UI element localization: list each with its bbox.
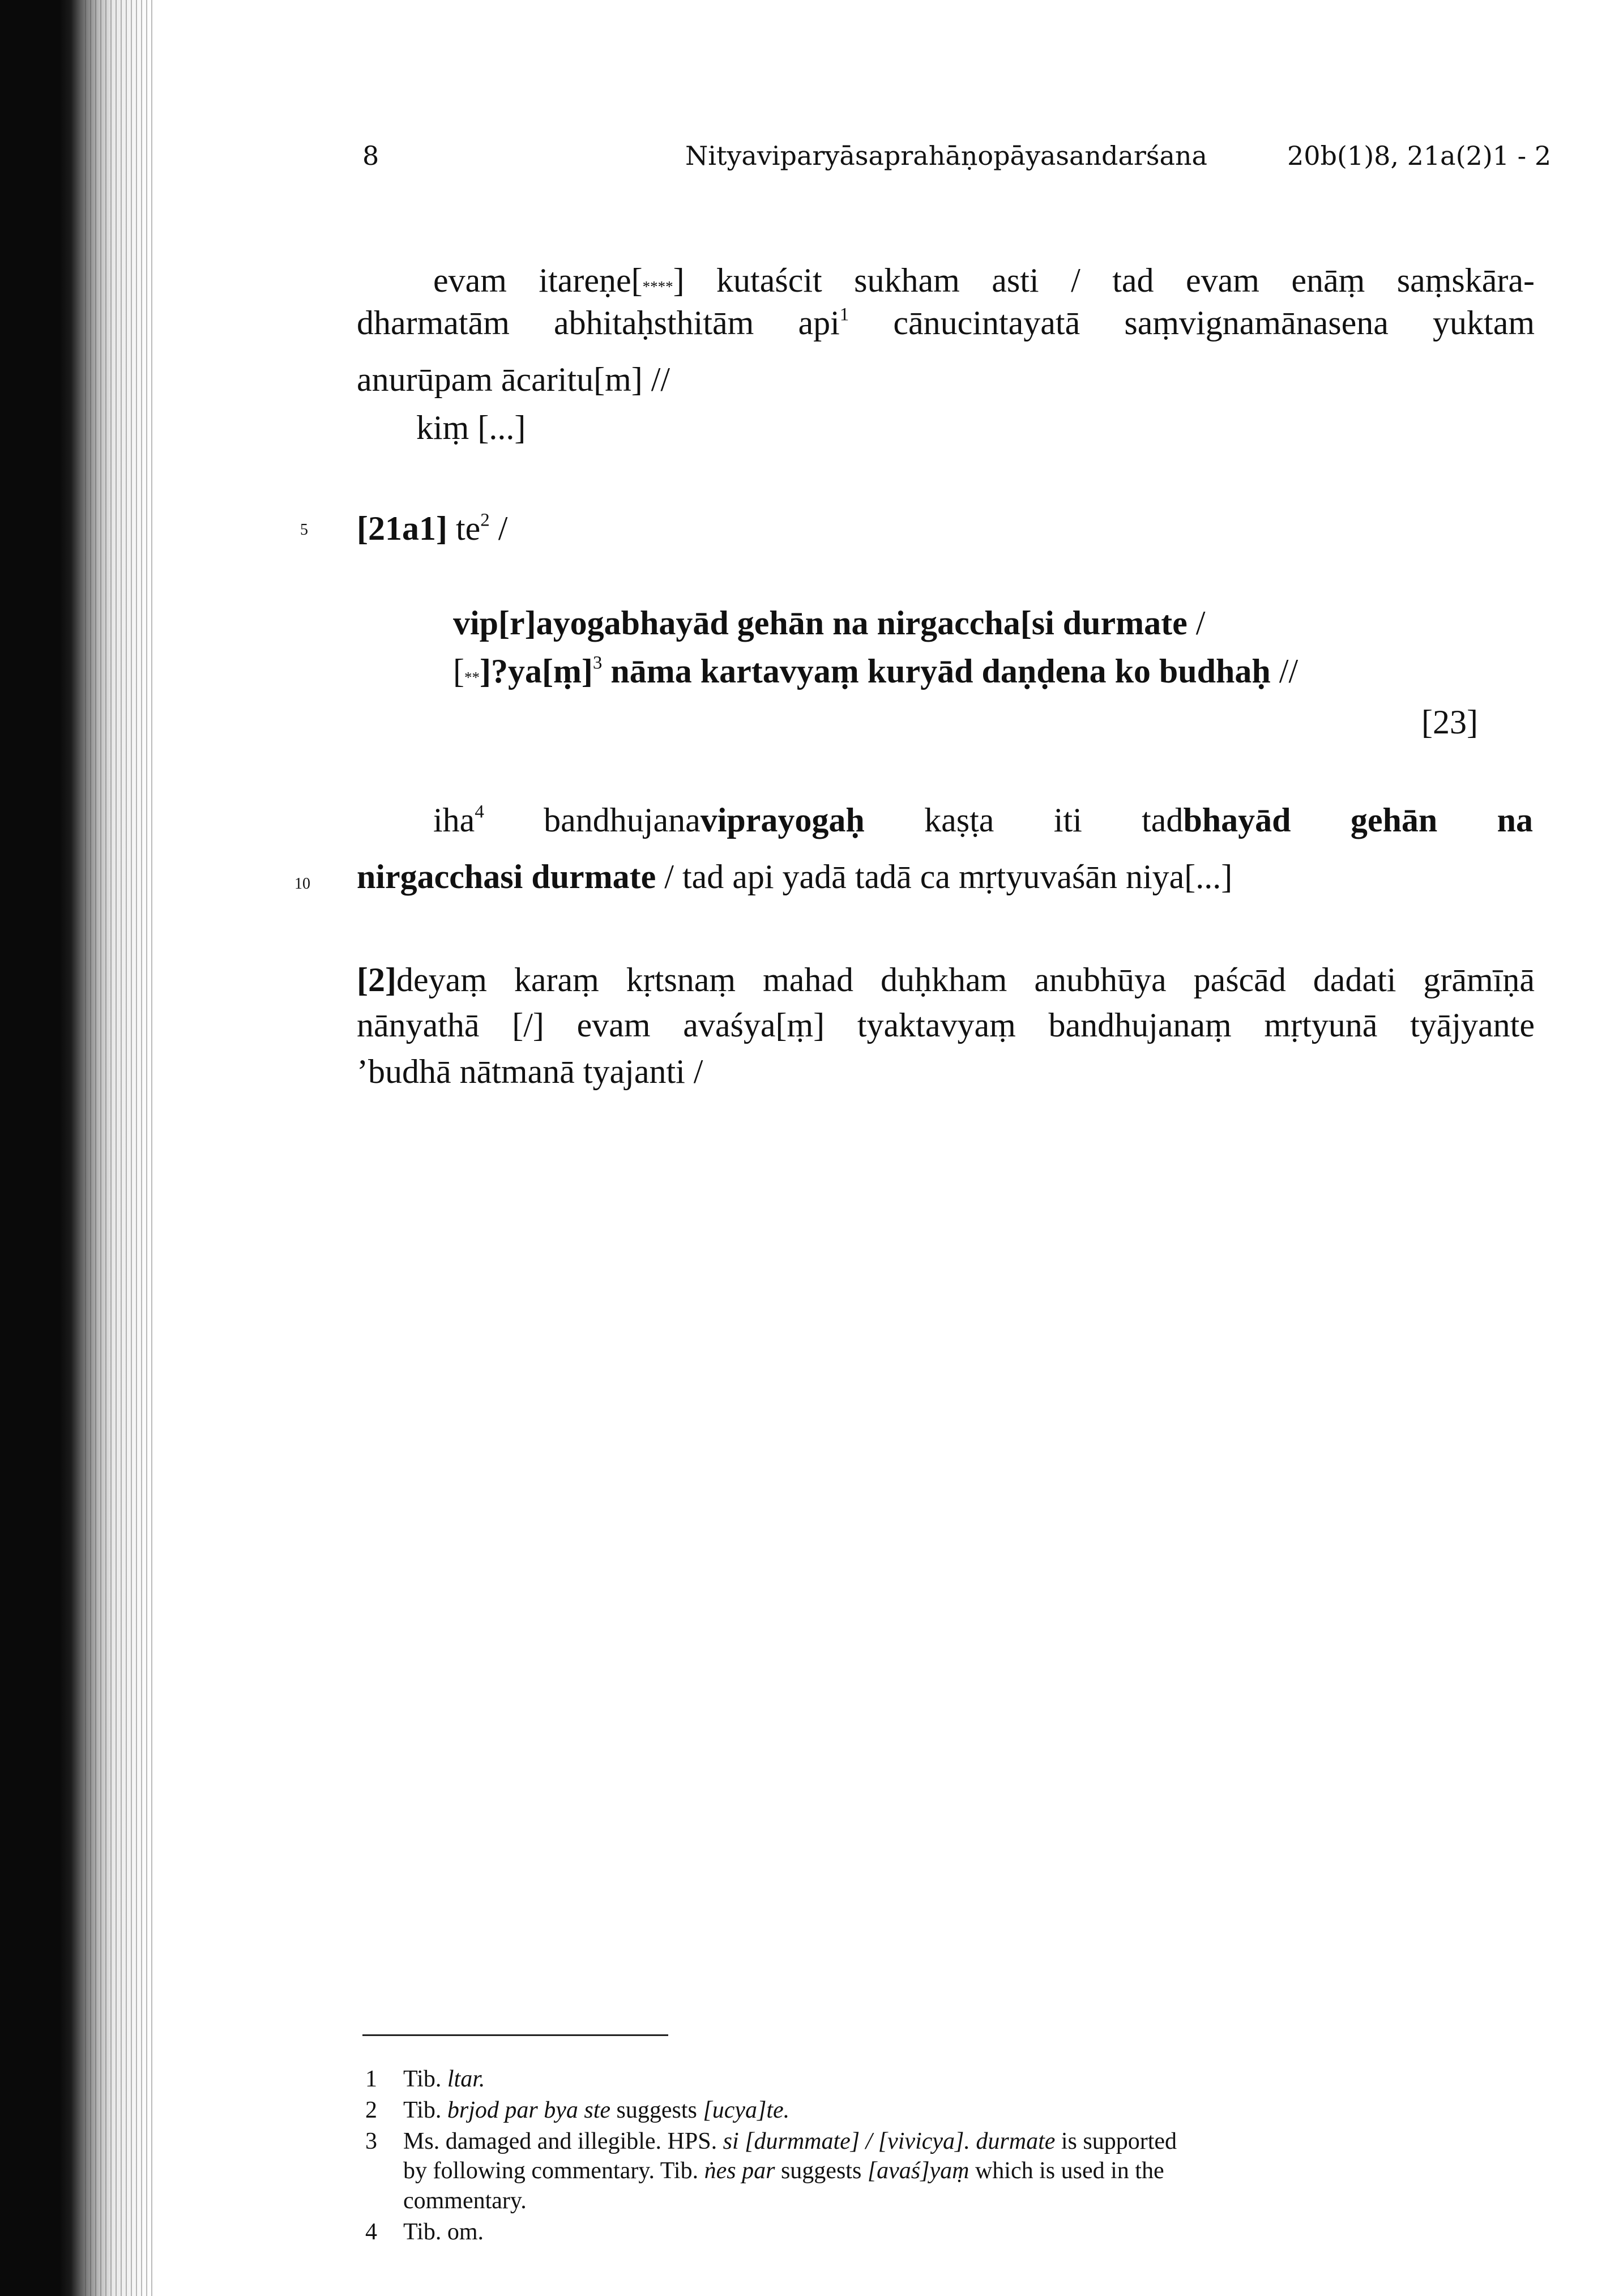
text-line-1: evam itareṇe[****] kutaścit sukham asti / tad evam enāṃ saṃskāra- — [433, 262, 1535, 299]
folio-reference: 20b(1)8, 21a(2)1 - 2 — [1287, 140, 1552, 171]
text-line-10: nirgacchasi durmate / tad api yadā tadā ca mṛtyuvaśān niya[...] — [357, 858, 1233, 895]
text-line-9: iha$^4$ bandhujanaviprayogaḥ kaṣṭa iti tadbhayād gehān na — [433, 801, 1533, 839]
page-number: 8 — [362, 140, 379, 171]
line-number-10: 10 — [294, 875, 310, 893]
footnote-separator — [362, 2034, 668, 2036]
verse-line-2: [**]?ya[ṃ]$^3$ nāma kartavyaṃ kuryād daṇḍena ko budhaḥ // — [453, 652, 1299, 690]
text-line-11: [2]deyaṃ karaṃ kṛtsnaṃ mahad duḥkham anubhūya paścād dadati grāmīṇā — [357, 961, 1535, 998]
text-line-3: anurūpam ācaritu[m] // — [357, 361, 670, 398]
text-line-4: kiṃ [...] — [416, 409, 526, 446]
footnote-ref-2: 2 — [480, 510, 490, 531]
text-line-13: ’budhā nātmanā tyajanti / — [357, 1053, 703, 1090]
text-line-5: [21a1] $te^2$ / — [357, 510, 508, 547]
footnote-ref-3: 3 — [592, 652, 603, 673]
line-number-5: 5 — [300, 521, 308, 539]
text-line-2: dharmatām abhitaḥsthitām api$^1$ cānucintayatā saṃvignamānasena yuktam — [357, 304, 1535, 342]
running-title: Nityaviparyāsaprahāṇopāyasandarśana — [685, 140, 1207, 171]
verse-number: [23] — [1421, 703, 1478, 741]
footnote-ref-1: 1 — [839, 304, 849, 325]
book-binding-page-edges — [85, 0, 153, 2296]
footnote-ref-4: 4 — [475, 801, 484, 822]
text-line-12: nānyathā [/] evam avaśya[ṃ] tyaktavyaṃ bandhujanaṃ mṛtyunā tyājyante — [357, 1006, 1535, 1044]
verse-line-1: vip[r]ayogabhayād gehān na nirgaccha[si durmate / — [453, 604, 1206, 642]
